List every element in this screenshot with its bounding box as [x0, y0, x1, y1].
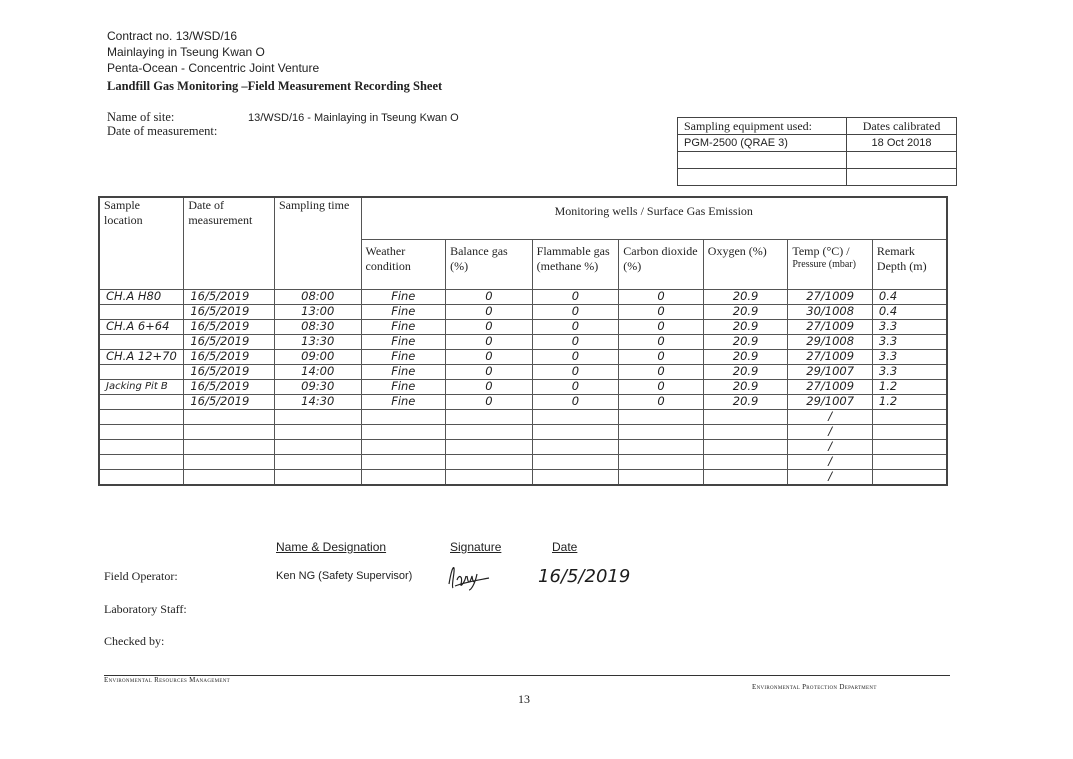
cell-flammable: 0 — [532, 364, 619, 379]
cell-date: 16/5/2019 — [184, 349, 275, 364]
cell-date: 16/5/2019 — [184, 304, 275, 319]
date-header: Date — [552, 540, 578, 554]
equipment-value: PGM-2500 (QRAE 3) — [678, 135, 847, 152]
cell-temp-pressure: 27/1009 — [788, 379, 873, 394]
cell-remark: 3.3 — [872, 364, 947, 379]
cell-co2: 0 — [619, 319, 704, 334]
cell-weather: Fine — [361, 319, 446, 334]
cell-time: 08:30 — [274, 319, 361, 334]
cell-location — [99, 394, 184, 409]
cell-flammable: 0 — [532, 379, 619, 394]
cell-oxygen: 20.9 — [703, 289, 788, 304]
cell-flammable: 0 — [532, 394, 619, 409]
contractor-name: Penta-Ocean - Concentric Joint Venture — [107, 61, 320, 75]
cell-time: 13:30 — [274, 334, 361, 349]
cell-weather: Fine — [361, 364, 446, 379]
cell-co2: 0 — [619, 334, 704, 349]
field-operator-name: Ken NG (Safety Supervisor) — [276, 570, 413, 582]
footer-left: Environmental Resources Management — [104, 676, 230, 684]
date-of-measurement-label: Date of measurement: — [107, 124, 218, 138]
field-operator-date: 16/5/2019 — [538, 566, 631, 587]
cell-location: CH.A H80 — [99, 289, 184, 304]
cell-co2: 0 — [619, 364, 704, 379]
measurement-table — [98, 196, 948, 486]
cell-location — [99, 364, 184, 379]
header-temp: Temp (°C) / — [792, 243, 850, 258]
cell-temp-pressure: 27/1009 — [788, 289, 873, 304]
cell-flammable: 0 — [532, 319, 619, 334]
cell-location: CH.A 6+64 — [99, 319, 184, 334]
header-balance-gas: Balance gas (%) — [446, 239, 533, 289]
empty-row — [99, 424, 947, 439]
cell-location — [99, 304, 184, 319]
cell-oxygen: 20.9 — [703, 379, 788, 394]
cell-temp-pressure: 29/1007 — [788, 364, 873, 379]
header-flammable-gas: Flammable gas (methane %) — [532, 239, 619, 289]
equipment-empty-cell — [678, 169, 847, 186]
signature-header: Signature — [450, 540, 502, 554]
footer-rule — [104, 675, 950, 676]
header-pressure: Pressure (mbar) — [792, 258, 856, 270]
cell-weather: Fine — [361, 349, 446, 364]
cell-time: 09:00 — [274, 349, 361, 364]
header-oxygen: Oxygen (%) — [703, 239, 788, 289]
cell-co2: 0 — [619, 379, 704, 394]
equipment-empty-cell — [678, 152, 847, 169]
cell-remark: 1.2 — [872, 394, 947, 409]
calibrated-empty-cell — [847, 152, 957, 169]
table-row — [99, 304, 947, 319]
site-name-value: 13/WSD/16 - Mainlaying in Tseung Kwan O — [248, 112, 459, 124]
table-row — [99, 364, 947, 379]
cell-weather: Fine — [361, 304, 446, 319]
empty-row — [99, 439, 947, 454]
cell-date: 16/5/2019 — [184, 319, 275, 334]
empty-slash: / — [788, 454, 873, 469]
cell-balance: 0 — [446, 349, 533, 364]
cell-balance: 0 — [446, 379, 533, 394]
cell-balance: 0 — [446, 364, 533, 379]
header-sampling-time: Sampling time — [274, 197, 361, 289]
cell-temp-pressure: 30/1008 — [788, 304, 873, 319]
cell-date: 16/5/2019 — [184, 364, 275, 379]
cell-balance: 0 — [446, 319, 533, 334]
cell-remark: 3.3 — [872, 319, 947, 334]
cell-weather: Fine — [361, 379, 446, 394]
cell-weather: Fine — [361, 394, 446, 409]
field-operator-label: Field Operator: — [104, 569, 178, 583]
empty-row — [99, 469, 947, 485]
cell-time: 08:00 — [274, 289, 361, 304]
table-row — [99, 394, 947, 409]
cell-oxygen: 20.9 — [703, 394, 788, 409]
checked-by-label: Checked by: — [104, 634, 165, 648]
empty-slash: / — [788, 469, 873, 485]
cell-time: 13:00 — [274, 304, 361, 319]
cell-flammable: 0 — [532, 334, 619, 349]
cell-oxygen: 20.9 — [703, 304, 788, 319]
cell-balance: 0 — [446, 394, 533, 409]
cell-co2: 0 — [619, 304, 704, 319]
cell-co2: 0 — [619, 349, 704, 364]
cell-time: 09:30 — [274, 379, 361, 394]
empty-slash: / — [788, 409, 873, 424]
cell-balance: 0 — [446, 304, 533, 319]
table-row — [99, 349, 947, 364]
page-number: 13 — [518, 692, 530, 706]
cell-balance: 0 — [446, 334, 533, 349]
cell-temp-pressure: 29/1008 — [788, 334, 873, 349]
cell-co2: 0 — [619, 289, 704, 304]
sheet-title: Landfill Gas Monitoring –Field Measurement Recording Sheet — [107, 79, 443, 93]
cell-location: CH.A 12+70 — [99, 349, 184, 364]
header-weather: Weather condition — [361, 239, 446, 289]
cell-weather: Fine — [361, 334, 446, 349]
equipment-header: Sampling equipment used: — [678, 118, 847, 135]
site-name-label: Name of site: — [107, 110, 175, 124]
empty-row — [99, 454, 947, 469]
name-designation-header: Name & Designation — [276, 540, 387, 554]
cell-location: Jacking Pit B — [99, 379, 184, 394]
contract-number: Contract no. 13/WSD/16 — [107, 29, 238, 43]
cell-date: 16/5/2019 — [184, 379, 275, 394]
cell-time: 14:30 — [274, 394, 361, 409]
empty-row — [99, 409, 947, 424]
table-row — [99, 289, 947, 304]
cell-time: 14:00 — [274, 364, 361, 379]
cell-oxygen: 20.9 — [703, 364, 788, 379]
header-date-of-measurement: Date of measurement — [184, 197, 275, 289]
cell-oxygen: 20.9 — [703, 349, 788, 364]
table-row — [99, 334, 947, 349]
header-monitoring-group: Monitoring wells / Surface Gas Emission — [361, 197, 947, 239]
cell-temp-pressure: 29/1007 — [788, 394, 873, 409]
cell-remark: 3.3 — [872, 349, 947, 364]
cell-flammable: 0 — [532, 304, 619, 319]
cell-temp-pressure: 27/1009 — [788, 319, 873, 334]
calibrated-empty-cell — [847, 169, 957, 186]
cell-co2: 0 — [619, 394, 704, 409]
cell-oxygen: 20.9 — [703, 334, 788, 349]
cell-location — [99, 334, 184, 349]
header-temp-pressure — [788, 239, 873, 289]
cell-remark: 1.2 — [872, 379, 947, 394]
table-row — [99, 379, 947, 394]
cell-remark: 3.3 — [872, 334, 947, 349]
cell-date: 16/5/2019 — [184, 334, 275, 349]
cell-remark: 0.4 — [872, 304, 947, 319]
cell-weather: Fine — [361, 289, 446, 304]
lab-staff-label: Laboratory Staff: — [104, 602, 187, 616]
empty-slash: / — [788, 439, 873, 454]
calibrated-value: 18 Oct 2018 — [847, 135, 957, 152]
calibrated-header: Dates calibrated — [847, 118, 957, 135]
table-row — [99, 319, 947, 334]
equipment-table — [677, 117, 957, 186]
cell-temp-pressure: 27/1009 — [788, 349, 873, 364]
cell-flammable: 0 — [532, 349, 619, 364]
signature-image — [445, 562, 495, 592]
cell-date: 16/5/2019 — [184, 394, 275, 409]
header-sample-location: Sample location — [99, 197, 184, 289]
header-remark: Remark Depth (m) — [872, 239, 947, 289]
footer-right: Environmental Protection Department — [752, 683, 877, 691]
cell-flammable: 0 — [532, 289, 619, 304]
header-carbon-dioxide: Carbon dioxide (%) — [619, 239, 704, 289]
cell-remark: 0.4 — [872, 289, 947, 304]
project-name: Mainlaying in Tseung Kwan O — [107, 45, 265, 59]
empty-slash: / — [788, 424, 873, 439]
cell-date: 16/5/2019 — [184, 289, 275, 304]
cell-balance: 0 — [446, 289, 533, 304]
cell-oxygen: 20.9 — [703, 319, 788, 334]
